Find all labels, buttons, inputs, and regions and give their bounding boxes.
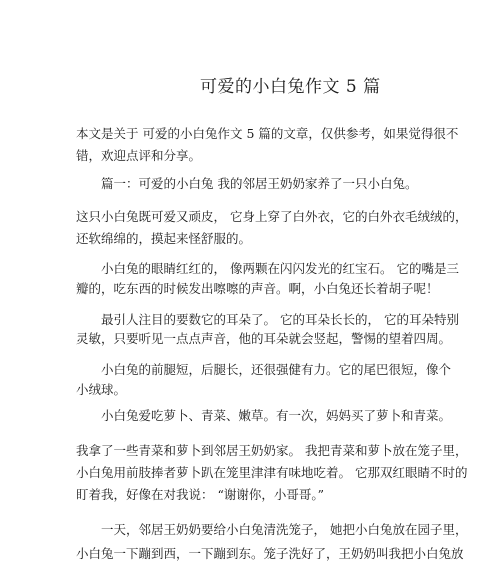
document-title: 可爱的小白兔作文 5 篇 [200,77,381,97]
paragraph-line: 小绒球。 [76,382,127,397]
paragraph-line: 篇一：可爱的小白兔 我的邻居王奶奶家养了一只小白兔。 [101,176,418,191]
paragraph-line: 一天，邻居王奶奶要给小白兔清洗笼子， 她把小白兔放在园子里， [101,522,468,537]
paragraph-line: 小白兔爱吃萝卜、青菜、嫩草。有一次，妈妈买了萝卜和青菜。 [101,408,452,423]
paragraph-line: 瓣的，吃东西的时候发出嚓嚓的声音。啊，小白兔还长着胡子呢！ [76,281,439,296]
paragraph-line: 灵敏，只要听见一点点声音，他的耳朵就会竖起，警惕的望着四周。 [76,331,452,346]
paragraph-line: 我拿了一些青菜和萝卜到邻居王奶奶家。 我把青菜和萝卜放在笼子里， [76,443,468,458]
paragraph-line: 还软绵绵的，摸起来怪舒服的。 [76,231,252,246]
paragraph-line: 盯着我，好像在对我说： “谢谢你，小哥哥。” [76,487,325,502]
paragraph-line: 小白兔的眼睛红红的， 像两颗在闪闪发光的红宝石。 它的嘴是三 [101,261,459,276]
paragraph-line: 小白兔一下蹦到西，一下蹦到东。笼子洗好了，王奶奶叫我把小白兔放 [76,546,464,561]
paragraph-line: 小白兔用前肢捧者萝卜趴在笼里津津有味地吃着。 它那双红眼睛不时的 [76,465,468,480]
paragraph-line: 小白兔的前腿短，后腿长，还很强健有力。它的尾巴很短，像个 [101,362,452,377]
paragraph-line: 本文是关于 可爱的小白兔作文 5 篇的文章，仅供参考，如果觉得很不 [76,126,459,141]
paragraph-line: 这只小白兔既可爱又顽皮， 它身上穿了白外衣，它的白外衣毛绒绒的， [76,209,468,224]
paragraph-line: 最引人注目的要数它的耳朵了。 它的耳朵长长的， 它的耳朵特别 [101,312,459,327]
paragraph-line: 错，欢迎点评和分享。 [76,148,202,163]
